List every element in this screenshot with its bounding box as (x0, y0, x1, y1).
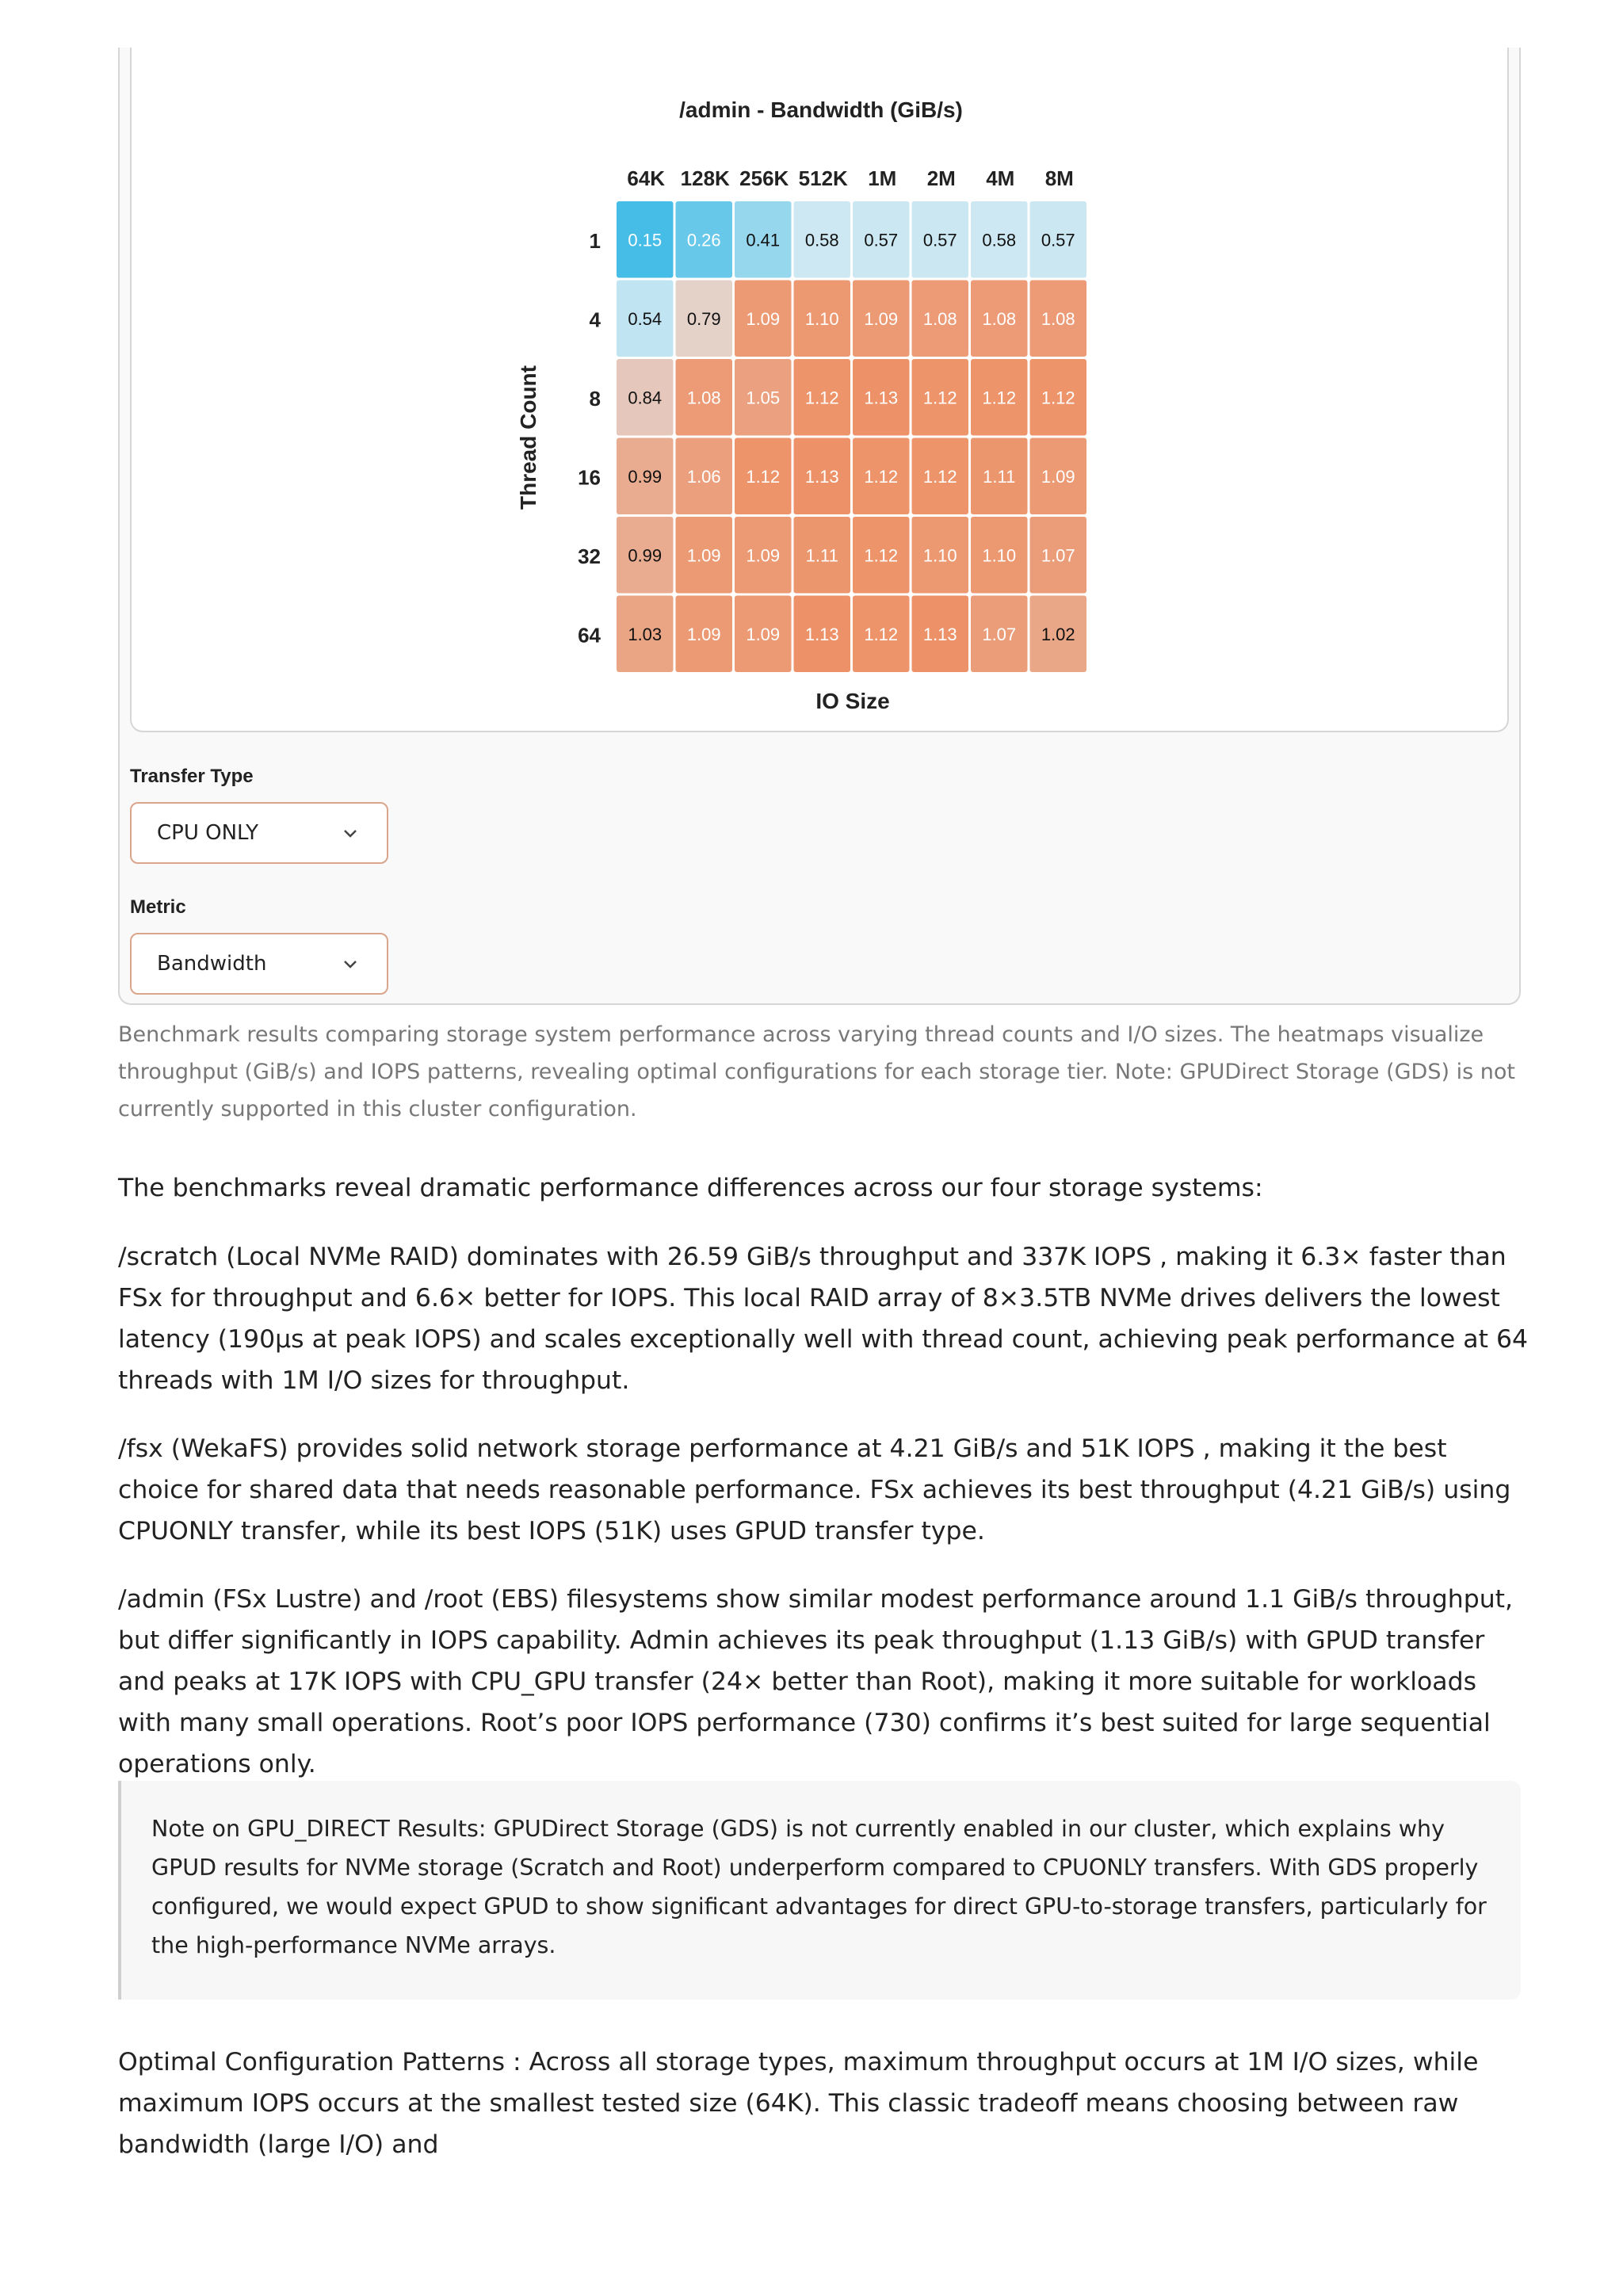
x-tick-label: 4M (986, 166, 1015, 190)
cell-value-label: 1.08 (922, 308, 957, 329)
cell-value-label: 0.26 (686, 230, 721, 250)
y-tick-label: 1 (589, 228, 601, 253)
x-tick-label: 512K (798, 166, 848, 190)
transfer-type-value: CPU ONLY (157, 821, 258, 845)
chevron-down-icon (342, 825, 358, 841)
figure-caption: Benchmark results comparing storage system performance across varying thread counts and I/O sizes. The heatmaps visualize throughput (GiB/s) and IOPS patterns, revealing optimal configurations for each storage tier. Note: GPUDirect Storage (GDS) is not currently supported in this cluster configuration. (118, 1022, 1515, 1121)
x-tick-label: 8M (1044, 166, 1074, 190)
heatmap-card (130, 48, 1509, 732)
cell-value-label: 1.05 (746, 388, 781, 408)
cell-value-label: 0.57 (1041, 230, 1075, 250)
cell-value-label: 0.84 (628, 388, 663, 408)
cell-value-label: 1.09 (864, 308, 899, 329)
paragraph-fsx: /fsx (WekaFS) provides solid network storage performance at 4.21 GiB/s and 51K IOPS , making it the best choice for shared data that needs reasonable performance. FSx achieves its best throughput (4.21 GiB/s) using CPUONLY transfer, while its best IOPS (51K) uses GPUD transfer type. (118, 1435, 1511, 1545)
y-tick-label: 16 (578, 465, 601, 490)
cell-value-label: 1.10 (804, 308, 839, 329)
cell-value-label: 1.13 (804, 624, 839, 644)
cell-value-label: 1.12 (864, 466, 899, 487)
y-tick-label: 8 (589, 386, 601, 411)
cell-value-label: 0.79 (686, 308, 721, 329)
paragraph-admin: /admin (FSx Lustre) and /root (EBS) filesystems show similar modest performance around 1.1 GiB/s throughput, but differ significantly in IOPS capability. Admin achieves its peak throughput (1.13 GiB/s) with GPUD transfer and peaks at 17K IOPS with CPU_GPU transfer (24× better than Root), making it more suitable for workloads with many small operations. Root’s poor IOPS performance (730) confirms it’s best suited for large sequential operations only. (118, 1585, 1514, 1778)
cell-value-label: 1.13 (864, 388, 899, 408)
paragraph-scratch: /scratch (Local NVMe RAID) dominates with 26.59 GiB/s throughput and 337K IOPS , making it 6.3× faster than FSx for throughput and 6.6× better for IOPS. This local RAID array of 8×3.5TB NVMe drives delivers the lowest latency (190μs at peak IOPS) and scales exceptionally well with thread count, achieving peak performance at 64 threads with 1M I/O sizes for throughput. (118, 1243, 1529, 1395)
x-axis-label: IO Size (815, 689, 890, 713)
cell-value-label: 1.02 (1041, 624, 1075, 644)
y-tick-label: 64 (578, 623, 601, 648)
cell-value-label: 1.10 (982, 545, 1017, 566)
metric-label: Metric (130, 896, 186, 918)
metric-select[interactable] (130, 933, 388, 995)
cell-value-label: 1.09 (746, 624, 781, 644)
cell-value-label: 1.11 (983, 466, 1016, 487)
cell-value-label: 0.99 (628, 545, 663, 566)
cell-value-label: 0.58 (804, 230, 839, 250)
cell-value-label: 1.08 (982, 308, 1017, 329)
cell-value-label: 1.08 (1041, 308, 1075, 329)
cell-value-label: 1.06 (686, 466, 721, 487)
paragraph-intro: The benchmarks reveal dramatic performance differences across our four storage systems: (118, 1174, 1263, 1202)
cell-value-label: 0.57 (864, 230, 899, 250)
cell-value-label: 1.12 (746, 466, 781, 487)
cell-value-label: 1.08 (686, 388, 721, 408)
transfer-type-select[interactable] (130, 802, 388, 864)
heatmap-chart (132, 48, 1510, 732)
note-callout: Note on GPU_DIRECT Results: GPUDirect Storage (GDS) is not currently enabled in our cluster, which explains why GPUD results for NVMe storage (Scratch and Root) underperform compared to CPUONLY transfers. With GDS properly configured, we would expect GPUD to show significant advantages for direct GPU-to-storage transfers, particularly for the high-performance NVMe arrays. (118, 1781, 1521, 2000)
transfer-type-label: Transfer Type (130, 766, 254, 787)
cell-value-label: 0.58 (982, 230, 1017, 250)
cell-value-label: 0.15 (628, 230, 663, 250)
cell-value-label: 1.12 (864, 624, 899, 644)
cell-value-label: 0.99 (628, 466, 663, 487)
x-tick-label: 2M (926, 166, 956, 190)
cell-value-label: 1.09 (746, 308, 781, 329)
cell-value-label: 1.12 (804, 388, 839, 408)
x-tick-label: 256K (739, 166, 789, 190)
x-tick-label: 128K (680, 166, 730, 190)
metric-value: Bandwidth (157, 952, 267, 976)
cell-value-label: 1.09 (746, 545, 781, 566)
chart-title: /admin - Bandwidth (GiB/s) (679, 97, 963, 122)
y-tick-label: 4 (589, 308, 601, 332)
cell-value-label: 1.09 (686, 545, 721, 566)
cell-value-label: 1.13 (922, 624, 957, 644)
x-tick-label: 1M (868, 166, 897, 190)
y-axis-label: Thread Count (516, 365, 540, 510)
cell-value-label: 1.10 (922, 545, 957, 566)
cell-value-label: 1.07 (982, 624, 1017, 644)
chevron-down-icon (342, 956, 358, 972)
paragraph-optimal: Optimal Configuration Patterns : Across all storage types, maximum throughput occurs at 1M I/O sizes, while maximum IOPS occurs at the smallest tested size (64K). This classic tradeoff means choosing between raw bandwidth (large I/O) and (118, 2048, 1479, 2159)
cell-value-label: 1.07 (1041, 545, 1075, 566)
cell-value-label: 1.12 (922, 388, 957, 408)
cell-value-label: 1.09 (686, 624, 721, 644)
cell-value-label: 1.12 (1041, 388, 1075, 408)
cell-value-label: 1.09 (1041, 466, 1075, 487)
cell-value-label: 1.13 (804, 466, 839, 487)
cell-value-label: 1.12 (864, 545, 899, 566)
cell-value-label: 1.03 (628, 624, 663, 644)
cell-value-label: 1.12 (982, 388, 1017, 408)
cell-value-label: 0.41 (746, 230, 781, 250)
x-tick-label: 64K (627, 166, 666, 190)
cell-value-label: 1.12 (922, 466, 957, 487)
cell-value-label: 0.54 (628, 308, 663, 329)
cell-value-label: 0.57 (922, 230, 957, 250)
cell-value-label: 1.11 (805, 545, 838, 566)
y-tick-label: 32 (578, 544, 601, 568)
